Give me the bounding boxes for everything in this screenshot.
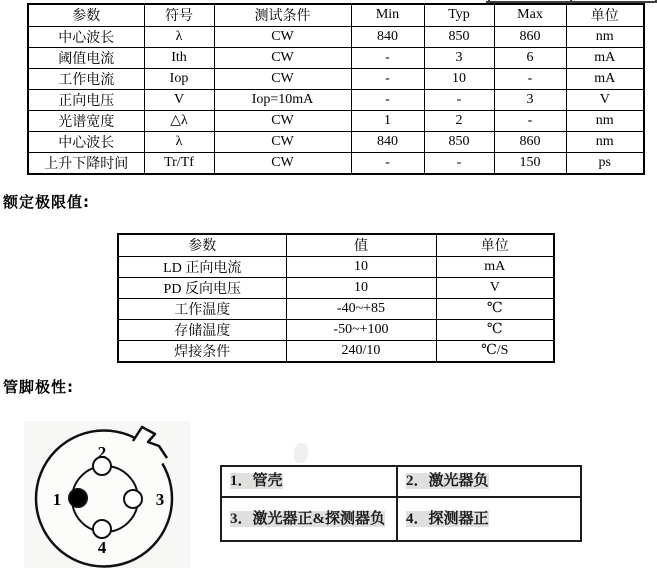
spec-header-condition: 测试条件: [214, 4, 351, 26]
cell-condition: CW: [214, 131, 351, 152]
cell-min: -: [351, 89, 424, 110]
cell-typ: 3: [424, 47, 494, 68]
cell-param: 焊接条件: [118, 340, 286, 362]
spec-header-max: Max: [494, 4, 566, 26]
cell-param: 上升下降时间: [28, 152, 144, 174]
pin-legend-table: [220, 465, 582, 542]
table-row: [28, 47, 644, 68]
cell-max: 860: [494, 131, 566, 152]
cell-unit: ps: [566, 152, 644, 174]
cell-symbol: Ith: [144, 47, 214, 68]
rated-limits-table: [117, 233, 555, 363]
cell-value: -50~+100: [286, 319, 436, 340]
cell-symbol: Tr/Tf: [144, 152, 214, 174]
pin-4-desc: [397, 497, 581, 541]
table-row: [221, 466, 581, 497]
cell-symbol: Iop: [144, 68, 214, 89]
cell-unit: mA: [566, 68, 644, 89]
cell-max: 860: [494, 26, 566, 47]
pin-3-label: 3: [155, 490, 165, 509]
rated-header-row: [118, 234, 554, 256]
cell-min: 840: [351, 26, 424, 47]
cell-condition: CW: [214, 26, 351, 47]
scan-smudge: [293, 442, 310, 464]
rated-limits-title: 额定极限值:: [3, 193, 90, 211]
cell-max: 150: [494, 152, 566, 174]
pin-polarity-title: 管脚极性:: [3, 378, 74, 396]
cell-max: 3: [494, 89, 566, 110]
pin-1-label: 1: [52, 490, 62, 509]
cell-min: -: [351, 68, 424, 89]
table-row: [118, 256, 554, 277]
cell-unit: ℃/S: [436, 340, 554, 362]
pin-2-label: 2: [97, 443, 107, 462]
pin-3-desc: [221, 497, 397, 541]
cell-param: PD 反向电压: [118, 277, 286, 298]
cell-value: 10: [286, 256, 436, 277]
cell-typ: 850: [424, 26, 494, 47]
pin-2-desc-text: 2．激光器负: [406, 473, 489, 489]
rated-header-unit: 单位: [436, 234, 554, 256]
spec-table: [27, 3, 645, 175]
pin-3-desc-text: 3．激光器正&探测器负: [230, 510, 385, 527]
table-row: [28, 26, 644, 47]
cell-typ: -: [424, 89, 494, 110]
rated-header-param: 参数: [118, 234, 286, 256]
cell-min: 1: [351, 110, 424, 131]
cell-symbol: λ: [144, 26, 214, 47]
cell-value: 240/10: [286, 340, 436, 362]
spec-header-unit: 单位: [566, 4, 644, 26]
cell-symbol: V: [144, 89, 214, 110]
cell-unit: ℃: [436, 319, 554, 340]
table-row: [118, 277, 554, 298]
cell-symbol: △λ: [144, 110, 214, 131]
pin-4-label: 4: [97, 538, 107, 557]
cell-typ: 850: [424, 131, 494, 152]
cell-typ: -: [424, 152, 494, 174]
cell-max: -: [494, 68, 566, 89]
spec-header-param: 参数: [28, 4, 144, 26]
spec-header-symbol: 符号: [144, 4, 214, 26]
cell-unit: V: [436, 277, 554, 298]
table-row: [28, 152, 644, 174]
pin-4-circle: [93, 520, 111, 538]
cell-condition: CW: [214, 152, 351, 174]
table-row: [118, 298, 554, 319]
cell-symbol: λ: [144, 131, 214, 152]
table-row: [118, 319, 554, 340]
cell-unit: nm: [566, 131, 644, 152]
pin-4-desc-text: 4．探测器正: [406, 510, 489, 527]
table-row: [28, 131, 644, 152]
cell-unit: nm: [566, 110, 644, 131]
spec-header-row: [28, 4, 644, 26]
pin-3-circle: [124, 490, 142, 508]
cell-condition: CW: [214, 68, 351, 89]
spec-header-min: Min: [351, 4, 424, 26]
cell-min: -: [351, 47, 424, 68]
pin-2-desc: [397, 466, 581, 497]
cell-max: 6: [494, 47, 566, 68]
cell-param: 中心波长: [28, 131, 144, 152]
table-row: [221, 497, 581, 541]
cell-typ: 10: [424, 68, 494, 89]
table-row: [28, 110, 644, 131]
table-row: [118, 340, 554, 362]
cell-condition: CW: [214, 110, 351, 131]
cell-param: 中心波长: [28, 26, 144, 47]
table-row: [28, 89, 644, 110]
table-row: [28, 68, 644, 89]
cell-value: -40~+85: [286, 298, 436, 319]
cell-param: 工作温度: [118, 298, 286, 319]
rated-header-value: 值: [286, 234, 436, 256]
cell-param: 工作电流: [28, 68, 144, 89]
cell-param: 阈值电流: [28, 47, 144, 68]
cell-param: 光谱宽度: [28, 110, 144, 131]
cell-unit: V: [566, 89, 644, 110]
cell-value: 10: [286, 277, 436, 298]
cell-unit: mA: [436, 256, 554, 277]
cell-unit: ℃: [436, 298, 554, 319]
cell-unit: mA: [566, 47, 644, 68]
spec-header-typ: Typ: [424, 4, 494, 26]
cell-typ: 2: [424, 110, 494, 131]
pin-1-desc-text: 1．管壳: [230, 473, 283, 489]
to-can-pin-diagram: [24, 421, 190, 568]
cell-condition: CW: [214, 47, 351, 68]
pin-1-dot: [69, 489, 87, 507]
cell-min: -: [351, 152, 424, 174]
cell-unit: nm: [566, 26, 644, 47]
cell-max: -: [494, 110, 566, 131]
pin-1-desc: [221, 466, 397, 497]
cell-param: 存储温度: [118, 319, 286, 340]
cell-condition: Iop=10mA: [214, 89, 351, 110]
cell-min: 840: [351, 131, 424, 152]
cell-param: 正向电压: [28, 89, 144, 110]
cell-param: LD 正向电流: [118, 256, 286, 277]
